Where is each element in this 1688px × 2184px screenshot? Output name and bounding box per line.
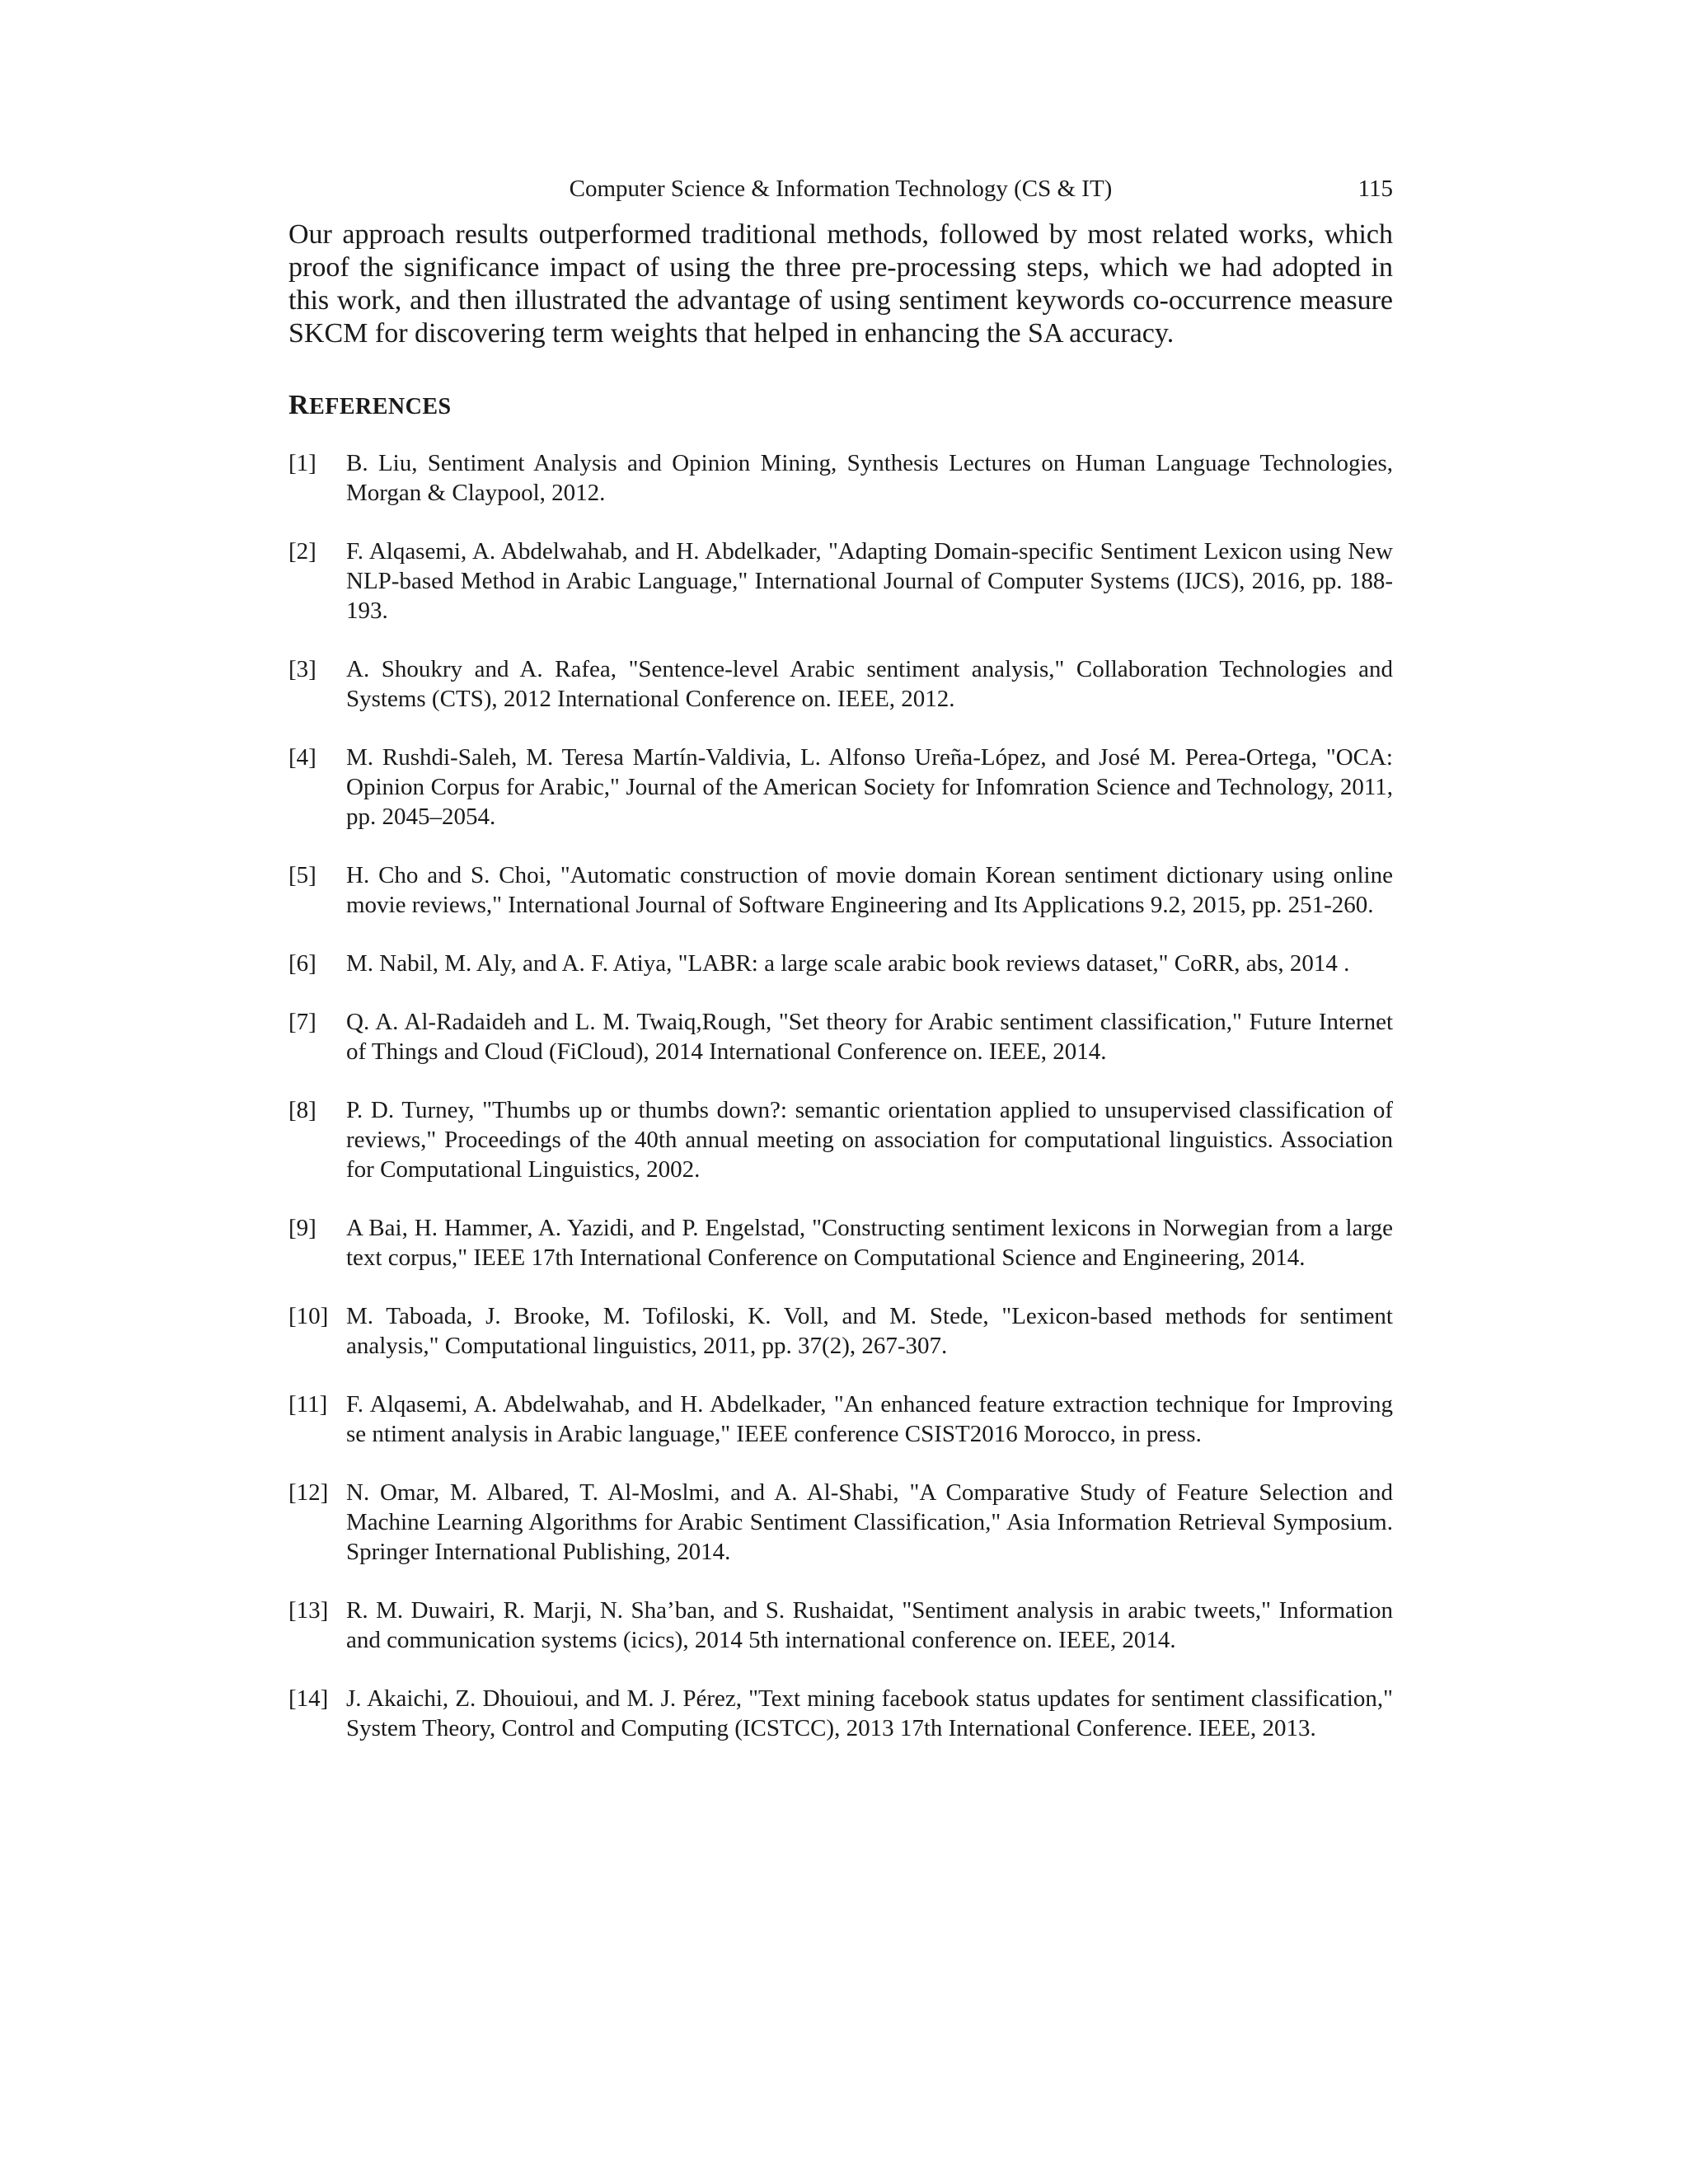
reference-text: N. Omar, M. Albared, T. Al-Moslmi, and A. Al-Shabi, "A Comparative Study of Feature Selection and Machine Learning Algorithms for Arabic Sentiment Classification," Asia Information Retrieval Symposium. Springer International Publishing, 2014.: [346, 1479, 1393, 1565]
reference-number: [5]: [288, 862, 316, 888]
reference-text: M. Nabil, M. Aly, and A. F. Atiya, "LABR: a large scale arabic book reviews dataset," CoRR, abs, 2014 .: [346, 950, 1350, 977]
reference-item: [288, 1390, 1393, 1449]
reference-item: [288, 1684, 1393, 1743]
reference-number: [1]: [288, 450, 316, 476]
reference-item: [288, 448, 1393, 508]
reference-number: [7]: [288, 1009, 316, 1035]
reference-text: Q. A. Al-Radaideh and L. M. Twaiq,Rough, "Set theory for Arabic sentiment classification," Future Internet of Things and Cloud (FiCloud), 2014 International Conference on. IEEE, 2014.: [346, 1009, 1393, 1065]
reference-item: [288, 743, 1393, 832]
reference-number: [8]: [288, 1097, 316, 1123]
reference-text: H. Cho and S. Choi, "Automatic construction of movie domain Korean sentiment dictionary using online movie reviews," International Journal of Software Engineering and Its Applications 9.2, 2015, pp. 251-260.: [346, 862, 1393, 918]
reference-text: M. Rushdi-Saleh, M. Teresa Martín-Valdivia, L. Alfonso Ureña-López, and José M. Perea-Ortega, "OCA: Opinion Corpus for Arabic," Journal of the American Society for Infomration Science and Technology, 2011, pp. 2045–2054.: [346, 744, 1393, 830]
reference-number: [9]: [288, 1215, 316, 1241]
reference-item: [288, 1596, 1393, 1655]
reference-text: F. Alqasemi, A. Abdelwahab, and H. Abdelkader, "An enhanced feature extraction technique for Improving se ntiment analysis in Arabic language," IEEE conference CSIST2016 Morocco, in press.: [346, 1391, 1393, 1447]
reference-item: [288, 1007, 1393, 1066]
reference-item: [288, 1301, 1393, 1361]
references-heading: [288, 389, 1393, 424]
reference-item: [288, 654, 1393, 714]
running-header: [288, 169, 1393, 209]
reference-text: R. M. Duwairi, R. Marji, N. Sha’ban, and S. Rushaidat, "Sentiment analysis in arabic tweets," Information and communication systems (icics), 2014 5th international conference on. IEEE, 2014.: [346, 1597, 1393, 1653]
reference-item: [288, 949, 1393, 978]
reference-number: [6]: [288, 950, 316, 977]
reference-number: [13]: [288, 1597, 329, 1624]
reference-text: A Bai, H. Hammer, A. Yazidi, and P. Engelstad, "Constructing sentiment lexicons in Norwegian from a large text corpus," IEEE 17th International Conference on Computational Science and Engineering, 2014.: [346, 1215, 1393, 1271]
reference-text: M. Taboada, J. Brooke, M. Tofiloski, K. Voll, and M. Stede, "Lexicon-based methods for sentiment analysis," Computational linguistics, 2011, pp. 37(2), 267-307.: [346, 1303, 1393, 1359]
reference-text: B. Liu, Sentiment Analysis and Opinion Mining, Synthesis Lectures on Human Language Technologies, Morgan & Claypool, 2012.: [346, 450, 1393, 506]
reference-number: [12]: [288, 1479, 329, 1506]
reference-number: [14]: [288, 1685, 329, 1712]
running-header-title: Computer Science & Information Technology (CS & IT): [569, 176, 1113, 202]
conclusion-paragraph: Our approach results outperformed traditional methods, followed by most related works, which proof the significance impact of using the three pre-processing steps, which we had adopted in this work, and then illustrated the advantage of using sentiment keywords co-occurrence measure SKCM for discovering term weights that helped in enhancing the SA accuracy.: [288, 219, 1393, 349]
reference-text: J. Akaichi, Z. Dhouioui, and M. J. Pérez, "Text mining facebook status updates for sentiment classification," System Theory, Control and Computing (ICSTCC), 2013 17th International Conference. IEEE, 2013.: [346, 1685, 1393, 1741]
reference-list: [288, 448, 1393, 1743]
reference-item: [288, 1478, 1393, 1567]
reference-number: [2]: [288, 538, 316, 565]
reference-number: [10]: [288, 1303, 329, 1329]
page-number: 115: [1357, 176, 1393, 202]
reference-item: [288, 1213, 1393, 1272]
reference-text: F. Alqasemi, A. Abdelwahab, and H. Abdelkader, "Adapting Domain-specific Sentiment Lexicon using New NLP-based Method in Arabic Language," International Journal of Computer Systems (IJCS), 2016, pp. 188-193.: [346, 538, 1393, 624]
reference-number: [11]: [288, 1391, 328, 1418]
reference-item: [288, 537, 1393, 626]
reference-number: [4]: [288, 744, 316, 771]
references-heading-rest: EFERENCES: [309, 394, 452, 419]
reference-item: [288, 1095, 1393, 1184]
reference-item: [288, 860, 1393, 920]
reference-text: P. D. Turney, "Thumbs up or thumbs down?: semantic orientation applied to unsupervised classification of reviews," Proceedings of the 40th annual meeting on association for computational linguistics. Association for Computational Linguistics, 2002.: [346, 1097, 1393, 1183]
reference-number: [3]: [288, 656, 316, 682]
paper-page: [288, 169, 1393, 1772]
references-heading-initial: R: [288, 390, 310, 420]
reference-text: A. Shoukry and A. Rafea, "Sentence-level Arabic sentiment analysis," Collaboration Technologies and Systems (CTS), 2012 International Conference on. IEEE, 2012.: [346, 656, 1393, 712]
